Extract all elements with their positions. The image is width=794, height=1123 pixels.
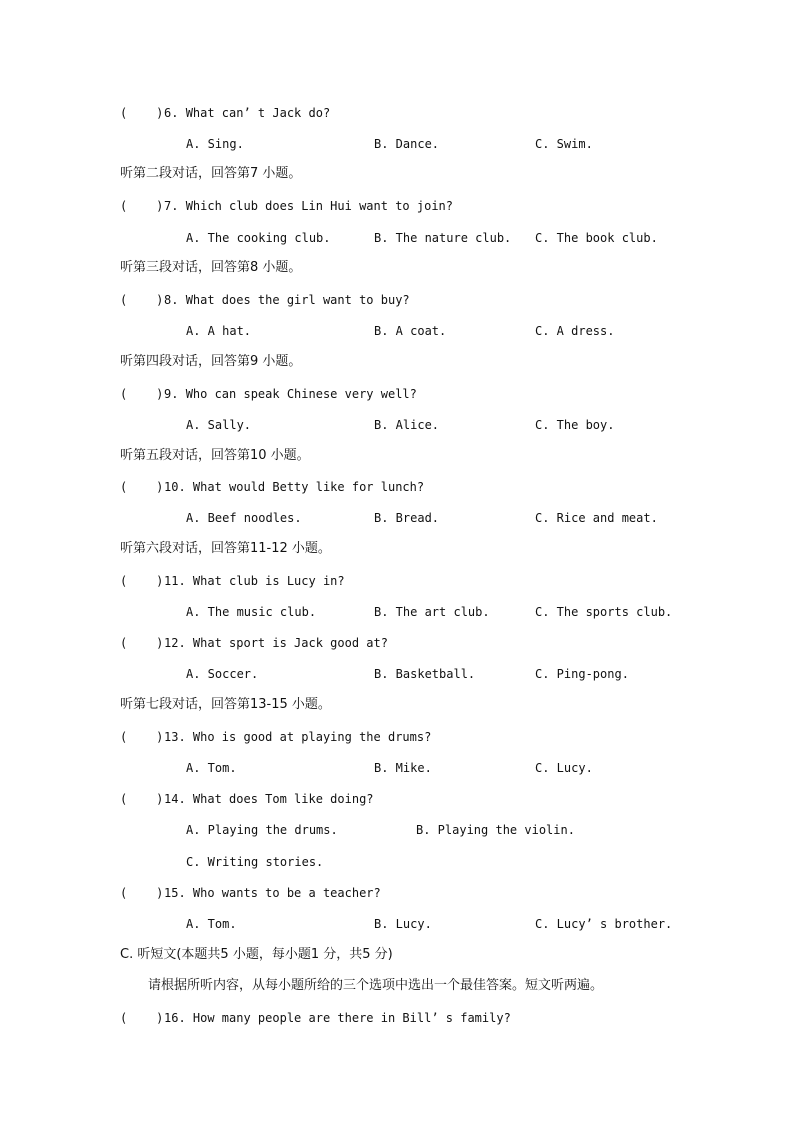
question-8-text: What does the girl want to buy?	[185, 293, 410, 307]
question-11: ( )11. What club is Lucy in?	[120, 574, 345, 588]
question-9-number: 9	[164, 387, 172, 401]
question-10-text: What would Betty like for lunch?	[192, 480, 425, 494]
question-8: ( )8. What does the girl want to buy?	[120, 293, 410, 307]
option-7a[interactable]: A. The cooking club.	[186, 231, 331, 245]
question-7: ( )7. Which club does Lin Hui want to join?	[120, 199, 453, 213]
option-11c[interactable]: C. The sports club.	[535, 605, 673, 619]
question-11-text: What club is Lucy in?	[192, 574, 345, 588]
section-heading-2: 听第二段对话，回答第7 小题。	[120, 166, 302, 181]
question-9-text: Who can speak Chinese very well?	[185, 387, 417, 401]
option-13c[interactable]: C. Lucy.	[535, 761, 593, 775]
question-13-number: 13	[164, 730, 179, 744]
option-10b[interactable]: B. Bread.	[374, 511, 440, 525]
option-15c[interactable]: C. Lucy’ s brother.	[535, 917, 673, 931]
option-14c[interactable]: C. Writing stories.	[186, 855, 324, 869]
option-6a[interactable]: A. Sing.	[186, 137, 244, 151]
question-12: ( )12. What sport is Jack good at?	[120, 636, 388, 650]
option-12b[interactable]: B. Basketball.	[374, 667, 476, 681]
option-13b[interactable]: B. Mike.	[374, 761, 432, 775]
option-12a[interactable]: A. Soccer.	[186, 667, 259, 681]
question-10-number: 10	[164, 480, 179, 494]
option-14b[interactable]: B. Playing the violin.	[416, 823, 575, 837]
question-16: ( )16. How many people are there in Bill’ s family?	[120, 1011, 511, 1025]
section-heading-6: 听第六段对话，回答第11-12 小题。	[120, 541, 331, 556]
option-9b[interactable]: B. Alice.	[374, 418, 440, 432]
question-6: ( )6. What can’ t Jack do?	[120, 106, 331, 120]
question-13: ( )13. Who is good at playing the drums?	[120, 730, 432, 744]
option-11b[interactable]: B. The art club.	[374, 605, 490, 619]
question-15-number: 15	[164, 886, 179, 900]
option-12c[interactable]: C. Ping-pong.	[535, 667, 629, 681]
option-8c[interactable]: C. A dress.	[535, 324, 615, 338]
question-15: ( )15. Who wants to be a teacher?	[120, 886, 381, 900]
option-13a[interactable]: A. Tom.	[186, 761, 237, 775]
option-9c[interactable]: C. The boy.	[535, 418, 615, 432]
option-10c[interactable]: C. Rice and meat.	[535, 511, 658, 525]
question-6-text: What can’ t Jack do?	[185, 106, 331, 120]
question-7-number: 7	[164, 199, 172, 213]
option-6c[interactable]: C. Swim.	[535, 137, 593, 151]
part-c-instruction: 请根据所听内容，从每小题所给的三个选项中选出一个最佳答案。短文听两遍。	[148, 978, 604, 993]
question-6-number: 6	[164, 106, 172, 120]
question-11-number: 11	[164, 574, 179, 588]
question-10: ( )10. What would Betty like for lunch?	[120, 480, 425, 494]
option-6b[interactable]: B. Dance.	[374, 137, 440, 151]
option-15b[interactable]: B. Lucy.	[374, 917, 432, 931]
option-10a[interactable]: A. Beef noodles.	[186, 511, 302, 525]
section-heading-5: 听第五段对话，回答第10 小题。	[120, 448, 310, 463]
option-8b[interactable]: B. A coat.	[374, 324, 447, 338]
section-heading-3: 听第三段对话，回答第8 小题。	[120, 260, 302, 275]
question-14-number: 14	[164, 792, 179, 806]
question-9: ( )9. Who can speak Chinese very well?	[120, 387, 417, 401]
question-16-number: 16	[164, 1011, 179, 1025]
question-8-number: 8	[164, 293, 172, 307]
question-12-text: What sport is Jack good at?	[192, 636, 388, 650]
option-8a[interactable]: A. A hat.	[186, 324, 252, 338]
question-13-text: Who is good at playing the drums?	[192, 730, 432, 744]
question-7-text: Which club does Lin Hui want to join?	[185, 199, 453, 213]
option-9a[interactable]: A. Sally.	[186, 418, 252, 432]
option-11a[interactable]: A. The music club.	[186, 605, 317, 619]
option-15a[interactable]: A. Tom.	[186, 917, 237, 931]
question-14-text: What does Tom like doing?	[192, 792, 374, 806]
part-c-heading: C. 听短文(本题共5 小题，每小题1 分，共5 分)	[120, 947, 393, 962]
question-12-number: 12	[164, 636, 179, 650]
option-14a[interactable]: A. Playing the drums.	[186, 823, 338, 837]
question-16-text: How many people are there in Bill’ s family?	[192, 1011, 511, 1025]
option-7c[interactable]: C. The book club.	[535, 231, 658, 245]
option-7b[interactable]: B. The nature club.	[374, 231, 512, 245]
section-heading-4: 听第四段对话，回答第9 小题。	[120, 354, 302, 369]
question-15-text: Who wants to be a teacher?	[192, 886, 381, 900]
question-14: ( )14. What does Tom like doing?	[120, 792, 374, 806]
section-heading-7: 听第七段对话，回答第13-15 小题。	[120, 697, 331, 712]
